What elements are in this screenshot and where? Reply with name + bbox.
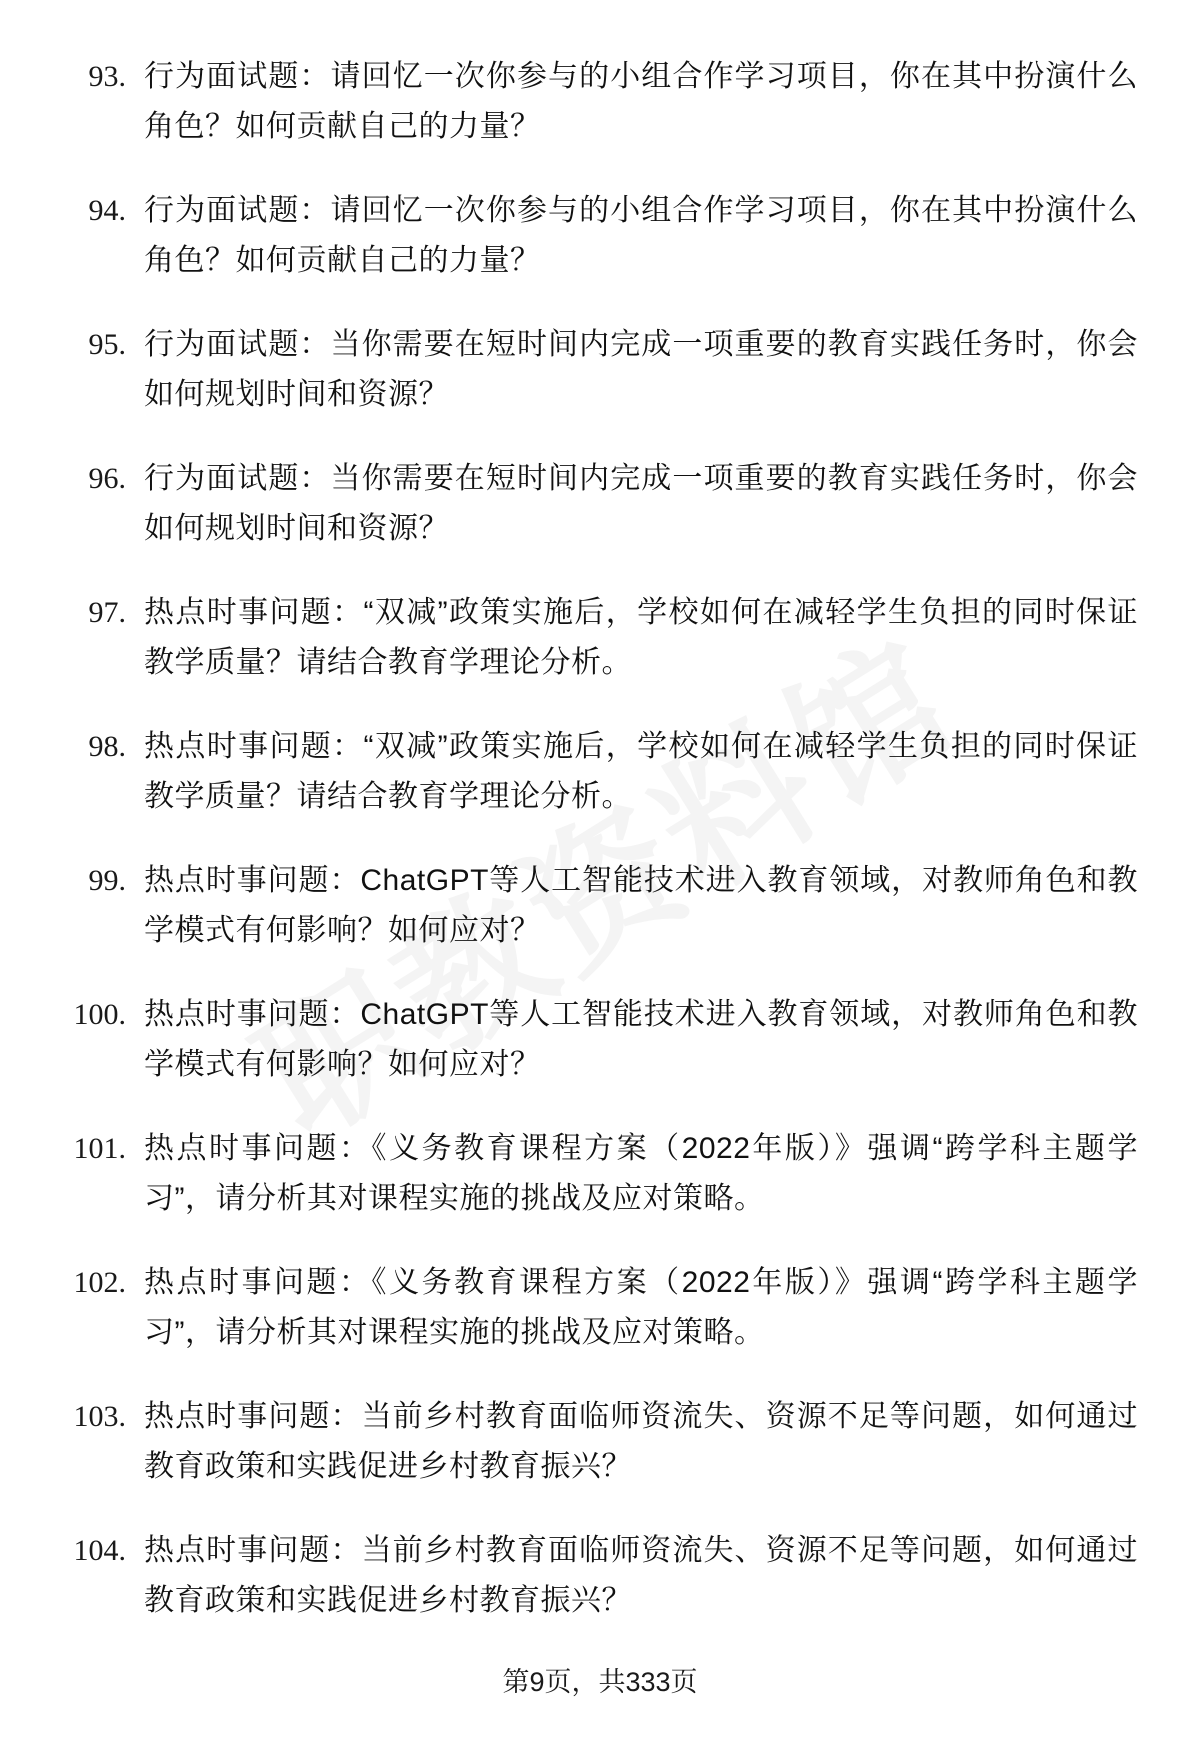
question-text: 热点时事问题：“双减”政策实施后，学校如何在减轻学生负担的同时保证教学质量？请结合教育学理论分析。 bbox=[144, 730, 1138, 813]
question-text: 热点时事问题：ChatGPT等人工智能技术进入教育领域，对教师角色和教学模式有何影响？如何应对？ bbox=[144, 864, 1138, 947]
question-text: 热点时事问题：《义务教育课程方案（2022年版）》强调“跨学科主题学习”，请分析其对课程实施的挑战及应对策略。 bbox=[144, 1266, 1138, 1349]
question-item bbox=[52, 722, 1138, 822]
question-item bbox=[52, 186, 1138, 286]
question-number: 104. bbox=[73, 1534, 126, 1567]
question-item bbox=[52, 320, 1138, 420]
question-number: 98. bbox=[88, 730, 126, 763]
question-text: 热点时事问题：“双减”政策实施后，学校如何在减轻学生负担的同时保证教学质量？请结合教育学理论分析。 bbox=[144, 596, 1138, 679]
question-text: 行为面试题：请回忆一次你参与的小组合作学习项目，你在其中扮演什么角色？如何贡献自己的力量？ bbox=[144, 194, 1138, 277]
question-number: 95. bbox=[88, 328, 126, 361]
question-item bbox=[52, 990, 1138, 1090]
question-number: 93. bbox=[88, 60, 126, 93]
question-item bbox=[52, 52, 1138, 152]
question-text: 行为面试题：当你需要在短时间内完成一项重要的教育实践任务时，你会如何规划时间和资源？ bbox=[144, 462, 1138, 545]
question-number: 97. bbox=[88, 596, 126, 629]
question-text: 热点时事问题：当前乡村教育面临师资流失、资源不足等问题，如何通过教育政策和实践促进乡村教育振兴？ bbox=[144, 1534, 1138, 1617]
question-item bbox=[52, 856, 1138, 956]
question-number: 100. bbox=[73, 998, 126, 1031]
question-list bbox=[52, 52, 1138, 1626]
question-number: 96. bbox=[88, 462, 126, 495]
question-text: 行为面试题：请回忆一次你参与的小组合作学习项目，你在其中扮演什么角色？如何贡献自己的力量？ bbox=[144, 60, 1138, 143]
question-number: 101. bbox=[73, 1132, 126, 1165]
question-item bbox=[52, 454, 1138, 554]
question-item bbox=[52, 1124, 1138, 1224]
question-number: 103. bbox=[73, 1400, 126, 1433]
question-item bbox=[52, 1526, 1138, 1626]
question-item bbox=[52, 1392, 1138, 1492]
question-number: 102. bbox=[73, 1266, 126, 1299]
question-text: 热点时事问题：《义务教育课程方案（2022年版）》强调“跨学科主题学习”，请分析其对课程实施的挑战及应对策略。 bbox=[144, 1132, 1138, 1215]
question-text: 行为面试题：当你需要在短时间内完成一项重要的教育实践任务时，你会如何规划时间和资源？ bbox=[144, 328, 1138, 411]
question-text: 热点时事问题：ChatGPT等人工智能技术进入教育领域，对教师角色和教学模式有何影响？如何应对？ bbox=[144, 998, 1138, 1081]
page-footer: 第9页，共333页 bbox=[502, 1667, 698, 1697]
question-text: 热点时事问题：当前乡村教育面临师资流失、资源不足等问题，如何通过教育政策和实践促进乡村教育振兴？ bbox=[144, 1400, 1138, 1483]
question-item bbox=[52, 588, 1138, 688]
question-number: 99. bbox=[88, 864, 126, 897]
question-number: 94. bbox=[88, 194, 126, 227]
question-item bbox=[52, 1258, 1138, 1358]
